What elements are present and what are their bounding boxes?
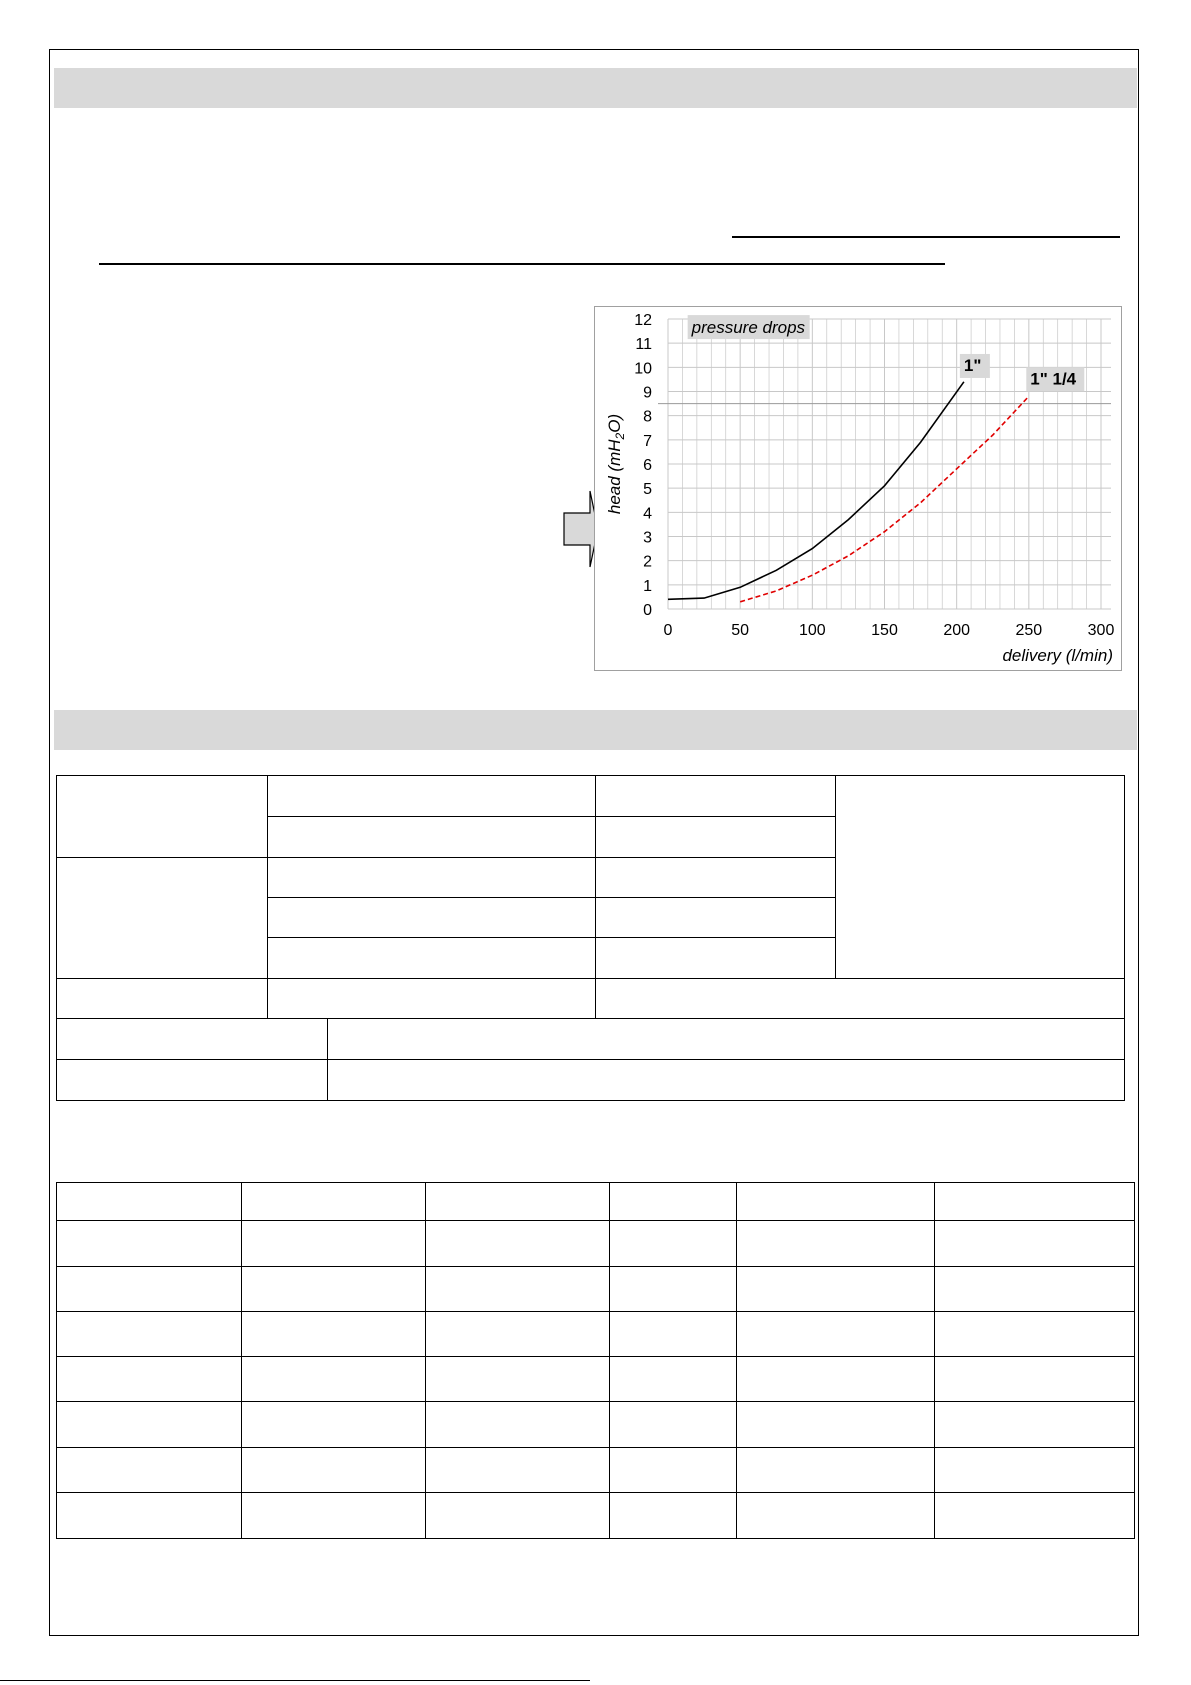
form-cell-label-b (57, 858, 268, 979)
x-tick-label: 100 (798, 622, 826, 639)
pressure-drop-chart (594, 306, 1122, 671)
form-cell (596, 858, 836, 898)
table-row (57, 1448, 1135, 1493)
form-cell (596, 938, 836, 979)
form-table (56, 775, 1125, 1101)
y-tick-label: 5 (643, 481, 652, 499)
form-cell (268, 858, 596, 898)
x-tick-label: 300 (1087, 622, 1115, 639)
x-tick-label: 250 (1015, 622, 1043, 639)
y-tick-label: 7 (643, 432, 652, 450)
chart-title: pressure drops (691, 318, 806, 338)
form-cell-label (57, 1019, 328, 1060)
form-cell-wide (328, 1019, 1125, 1060)
form-cell-label (57, 1060, 328, 1101)
form-cell (596, 817, 836, 858)
series-label-1-inch: 1" (963, 355, 982, 375)
y-tick-label: 4 (643, 505, 652, 523)
section-header-band-2 (54, 710, 1137, 750)
table-row (57, 1402, 1135, 1448)
form-cell (596, 979, 1125, 1019)
form-cell (596, 898, 836, 938)
section-header-band-1 (54, 68, 1137, 108)
x-tick-label: 50 (731, 622, 750, 639)
footer-rule (0, 1680, 590, 1681)
y-axis-label: head $(mH_2O)$ (605, 413, 627, 515)
underline-rule-1 (732, 236, 1120, 238)
y-tick-label: 11 (635, 336, 652, 354)
y-tick-label: 12 (634, 312, 652, 329)
x-axis-label: delivery (l/min) (1002, 646, 1113, 665)
y-tick-label: 10 (634, 360, 652, 378)
data-table (56, 1182, 1135, 1539)
form-cell (596, 776, 836, 817)
form-cell-side (836, 776, 1125, 979)
y-tick-label: 2 (643, 553, 652, 571)
x-tick-label: 150 (871, 622, 898, 639)
table-row (57, 1183, 1135, 1221)
x-tick-label: 0 (663, 622, 673, 639)
form-cell-wide (328, 1060, 1125, 1101)
y-tick-label: 0 (643, 602, 652, 619)
table-row (57, 1493, 1135, 1539)
table-row (57, 1221, 1135, 1267)
form-cell (57, 979, 268, 1019)
y-tick-label: 6 (643, 457, 652, 474)
y-tick-label: 9 (643, 384, 652, 402)
y-tick-label: 8 (643, 408, 652, 426)
form-cell (268, 898, 596, 938)
series-label-1-1-4-inch: 1" 1/4 (1030, 369, 1077, 389)
table-row (57, 1312, 1135, 1357)
form-cell (268, 938, 596, 979)
table-row (57, 1267, 1135, 1312)
y-tick-label: 1 (643, 577, 652, 595)
chart-grid (658, 319, 1111, 609)
table-row (57, 1357, 1135, 1402)
form-cell (268, 979, 596, 1019)
form-cell (268, 817, 596, 858)
y-tick-label: 3 (643, 529, 652, 547)
x-tick-label: 200 (943, 622, 971, 639)
form-cell (268, 776, 596, 817)
underline-rule-2 (99, 263, 945, 265)
form-cell-label-a (57, 776, 268, 858)
